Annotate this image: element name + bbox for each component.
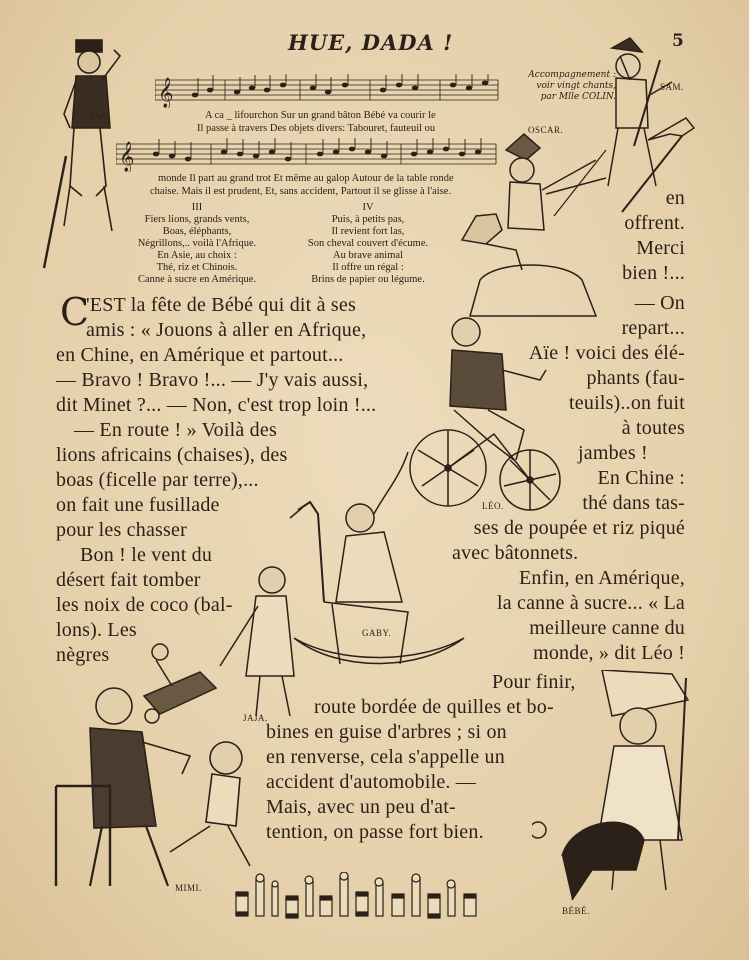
story-line: offrent. <box>624 212 685 234</box>
story-line: 'EST la fête de Bébé qui dit à ses <box>86 294 356 316</box>
caption-oscar: OSCAR. <box>528 125 564 135</box>
story-line: bines en guise d'arbres ; si on <box>266 721 507 743</box>
caption-mimi: MIMI. <box>175 883 202 893</box>
story-line: Bon ! le vent du <box>80 544 213 566</box>
verse-line: Brins de papier ou légume. <box>311 274 425 285</box>
verse-iv <box>283 202 453 286</box>
verse-line: Au brave animal <box>333 250 403 261</box>
story-line: jambes ! <box>578 442 648 464</box>
page-title: HUE, DADA ! <box>288 30 454 55</box>
verse-line: Il revient fort las, <box>331 226 405 237</box>
story-line: amis : « Jouons à aller en Afrique, <box>86 319 367 341</box>
story-line: la canne à sucre... « La <box>496 592 685 614</box>
caption-gaby: GABY. <box>362 628 392 638</box>
gaby-rocking-giraffe-illustration <box>288 452 468 672</box>
story-line: route bordée de quilles et bo- <box>314 696 554 718</box>
caption-sam: SAM. <box>660 82 684 92</box>
caption-jaja: JAJA. <box>243 713 268 723</box>
story-line: Merci <box>636 237 685 259</box>
verse-numeral: IV <box>362 202 374 213</box>
story-line: en <box>665 187 685 209</box>
story-line: Enfin, en Amérique, <box>519 567 685 589</box>
verse-numeral: III <box>191 202 203 213</box>
story-line: désert fait tomber <box>56 569 201 591</box>
mimi-man-child-illustration <box>50 676 260 896</box>
verse-line: Canne à sucre en Amérique. <box>137 274 257 285</box>
lyrics-line: monde Il part au grand trot Et même au galop Autour de la table ronde <box>158 173 454 184</box>
story-line: — Bravo ! Bravo !... — J'y vais aussi, <box>56 369 369 391</box>
music-staff-1 <box>155 74 500 108</box>
story-line: dit Minet ?... — Non, c'est trop loin !... <box>56 394 377 416</box>
story-line: — On <box>634 292 685 314</box>
story-line: nègres <box>56 644 110 666</box>
story-line: lons). Les <box>56 619 137 641</box>
verse-line: Fiers lions, grands vents, <box>144 214 250 225</box>
story-line: on fait une fusillade <box>56 494 220 516</box>
caption-bebe: BÉBÉ. <box>562 906 590 916</box>
music-staff-2 <box>116 138 498 172</box>
story-line: avec bâtonnets. <box>452 542 579 564</box>
story-line: accident d'automobile. — <box>266 771 477 793</box>
drop-cap: C <box>60 290 90 334</box>
story-line: ses de poupée et riz piqué <box>473 517 685 539</box>
accompaniment-line: par Mlle COLIN. <box>540 92 616 102</box>
story-line: phants (fau- <box>586 367 685 389</box>
svg-text:𝄞: 𝄞 <box>158 78 174 108</box>
lyrics-line: A ca _ lifourchon Sur un grand bâton Bébé va courir le <box>205 110 436 121</box>
story-line: boas (ficelle par terre),... <box>56 469 259 491</box>
page-number: 5 <box>672 31 684 51</box>
caption-jac: JAC. <box>90 111 111 121</box>
svg-text:𝄞: 𝄞 <box>119 142 135 172</box>
verse-line: Puis, à petits pas, <box>331 214 405 225</box>
story-line: à toutes <box>621 417 685 439</box>
story-line: tention, on passe fort bien. <box>266 821 484 843</box>
accompaniment-line: voir vingt chants, <box>536 81 616 91</box>
lyrics-line: chaise. Mais il est prudent, Et, sans accident, Partout il se glisse à l'aise. <box>150 186 452 197</box>
caption-leo: LÉO. <box>482 501 504 511</box>
story-line: en renverse, cela s'appelle un <box>266 746 505 768</box>
verse-line: Thé, riz et Chinois. <box>156 262 238 273</box>
accompaniment-line: Accompagnement : <box>528 70 616 80</box>
story-line: Pour finir, <box>492 671 576 693</box>
story-line: Aïe ! voici des élé- <box>528 342 685 364</box>
story-line: Mais, avec un peu d'at- <box>266 796 456 818</box>
skittles-spools-row <box>232 872 492 920</box>
story-line: en Chine, en Amérique et partout... <box>56 344 344 366</box>
verse-line: Son cheval couvert d'écume. <box>307 238 429 249</box>
verse-line: Il offre un régal : <box>332 262 404 273</box>
verse-line: Négrillons,.. voilà l'Afrique. <box>137 238 257 249</box>
story-line: teuils)..on fuit <box>569 392 685 414</box>
lyrics-line: Il passe à travers Des objets divers: Tabouret, fauteuil ou <box>197 123 436 134</box>
story-line: pour les chasser <box>56 519 187 541</box>
bebe-girl-cat-illustration <box>532 670 702 910</box>
story-line: thé dans tas- <box>582 492 685 514</box>
story-line: lions africains (chaises), des <box>56 444 288 466</box>
story-line: monde, » dit Léo ! <box>533 642 685 664</box>
story-line: meilleure canne du <box>529 617 685 639</box>
story-line: bien !... <box>622 262 685 284</box>
story-line: repart... <box>621 317 685 339</box>
verse-line: En Asie, au choix : <box>157 250 237 261</box>
story-line: — En route ! » Voilà des <box>74 419 277 441</box>
verse-line: Boas, éléphants, <box>162 226 232 237</box>
jac-soldier-illustration <box>40 36 140 271</box>
story-line: les noix de coco (bal- <box>56 594 233 616</box>
story-line: En Chine : <box>597 467 685 489</box>
